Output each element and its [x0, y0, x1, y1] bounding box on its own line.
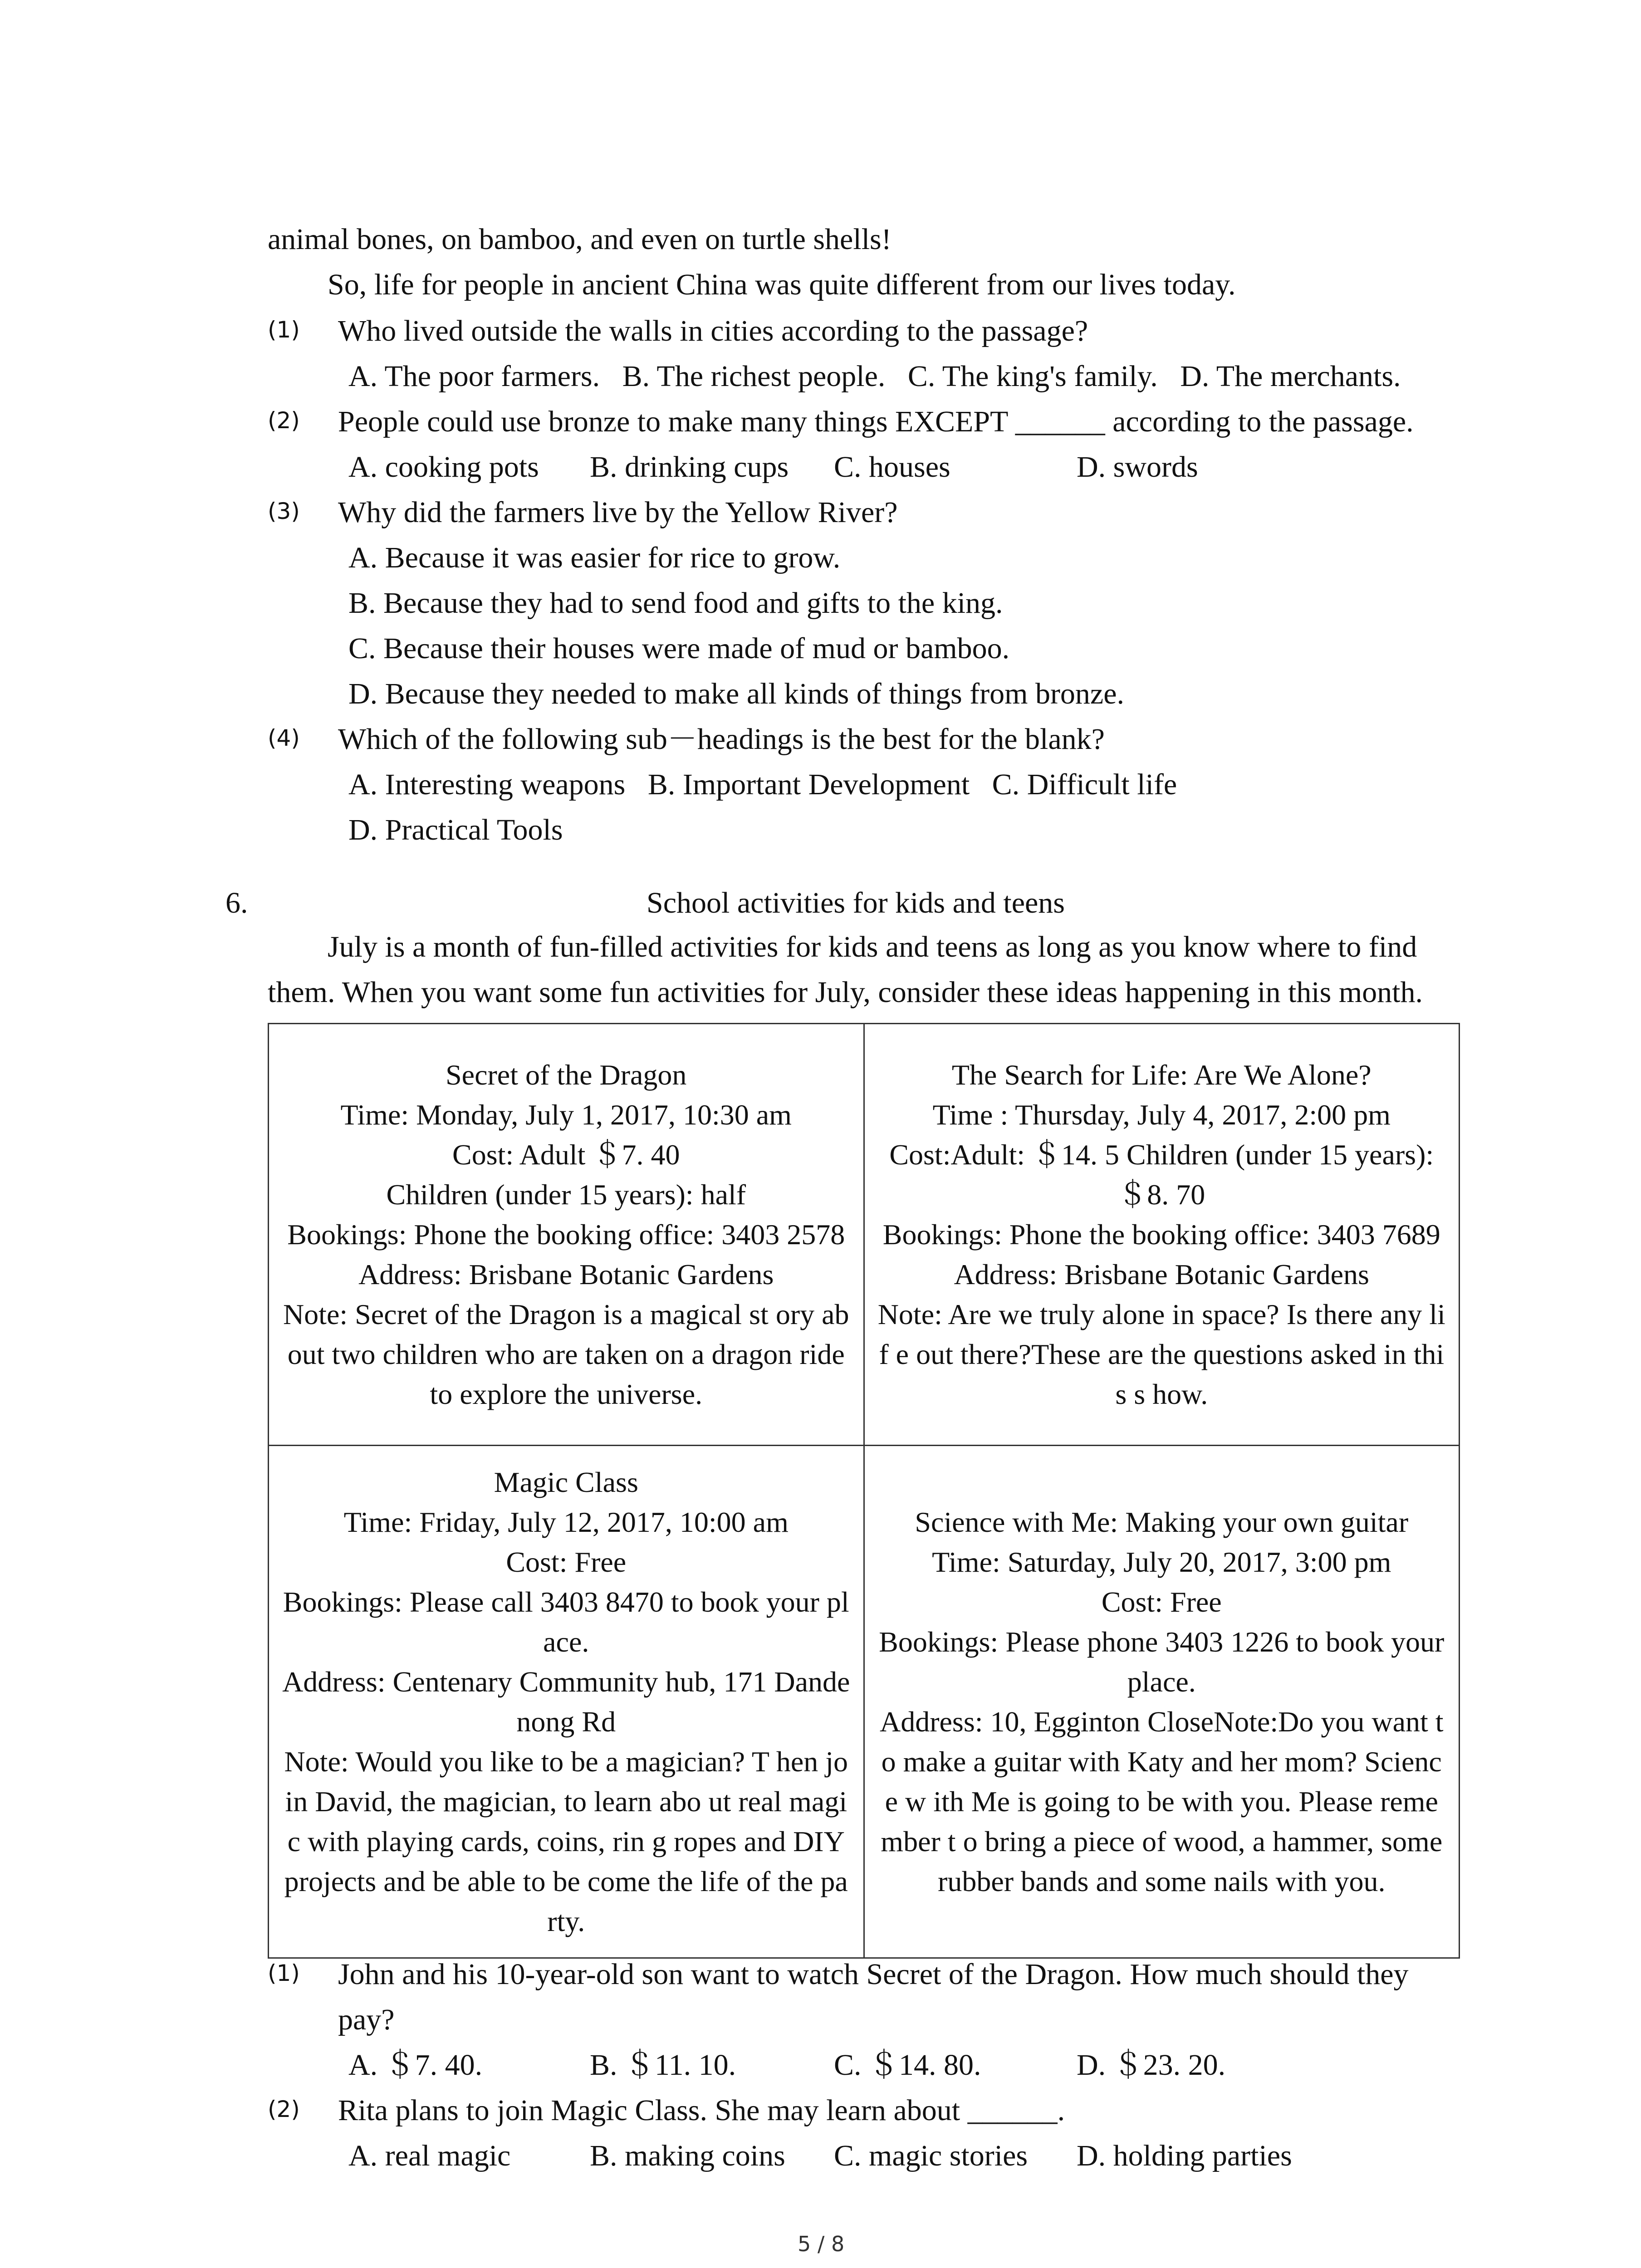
option-a: A. cooking pots [348, 450, 539, 484]
question-number: (1) [268, 317, 300, 343]
passage-line-1: animal bones, on bamboo, and even on turtle shells! [268, 223, 892, 256]
activity-cost-children: Children (under 15 years): half [386, 1178, 746, 1211]
option-c: C. ＄14. 80. [834, 2048, 981, 2082]
activity-cell-guitar [864, 1446, 1460, 1958]
activity-note: Note: Are we truly alone in space? Is there any lif e out there?These are the questions asked in this s how. [877, 1298, 1445, 1410]
activity-time: Time: Monday, July 1, 2017, 10:30 am [340, 1098, 792, 1131]
activity-cost: Cost: Adult ＄7. 40 [452, 1138, 680, 1171]
activity-cell-magic-class [269, 1446, 864, 1958]
activity-time: Time: Saturday, July 20, 2017, 3:00 pm [932, 1545, 1391, 1578]
option-c: C. houses [834, 450, 950, 484]
activity-address: Address: Brisbane Botanic Gardens [358, 1258, 774, 1290]
option-d: D. Practical Tools [348, 813, 563, 846]
question-text: Which of the following sub－headings is the best for the blank? [338, 723, 1105, 756]
question-number: (2) [268, 2096, 300, 2122]
section-number: 6. [225, 886, 248, 919]
question-number: (1) [268, 1960, 300, 1986]
activity-note: Note: Secret of the Dragon is a magical st ory about two children who are taken on a dragon ride to explore the universe. [283, 1298, 849, 1410]
option-b: B. ＄11. 10. [590, 2048, 736, 2082]
option-c: C. magic stories [834, 2139, 1028, 2172]
activity-bookings: Bookings: Please call 3403 8470 to book your place. [283, 1585, 849, 1658]
intro-line-1: July is a month of fun-filled activities for kids and teens as long as you know where to find [328, 930, 1417, 963]
page-number: 5 / 8 [798, 2232, 845, 2256]
activity-bookings: Bookings: Please phone 3403 1226 to book your place. [879, 1625, 1445, 1698]
question-options: A. Interesting weapons B. Important Development C. Difficult life [348, 768, 1177, 801]
option-b: B. drinking cups [590, 450, 789, 484]
option-d: D. swords [1077, 450, 1198, 484]
activity-cost: Cost: Free [1101, 1585, 1222, 1618]
passage-line-2: So, life for people in ancient China was quite different from our lives today. [328, 268, 1236, 301]
activity-title: Secret of the Dragon [446, 1058, 687, 1091]
question-text: Why did the farmers live by the Yellow River? [338, 496, 898, 529]
question-text-cont: pay? [338, 2003, 395, 2036]
question-text: People could use bronze to make many things EXCEPT ______ according to the passage. [338, 405, 1414, 438]
activity-bookings: Bookings: Phone the booking office: 3403 7689 [882, 1218, 1440, 1251]
option-a: A. real magic [348, 2139, 511, 2172]
question-text: Who lived outside the walls in cities according to the passage? [338, 314, 1088, 347]
option-d: D. holding parties [1077, 2139, 1292, 2172]
activity-cell-search-for-life [864, 1024, 1460, 1446]
option-b: B. making coins [590, 2139, 785, 2172]
question-number: (4) [268, 725, 300, 751]
activities-table [268, 1023, 1460, 1959]
intro-line-2: them. When you want some fun activities for July, consider these ideas happening in this month. [268, 976, 1423, 1009]
section-title: School activities for kids and teens [647, 886, 1065, 919]
question-text: Rita plans to join Magic Class. She may learn about ______. [338, 2094, 1065, 2127]
option-d: D. Because they needed to make all kinds of things from bronze. [348, 677, 1125, 710]
option-c: C. Because their houses were made of mud or bamboo. [348, 632, 1010, 665]
activity-note: Note: Would you like to be a magician? T hen join David, the magician, to learn abo ut real magic with playing cards, coins, rin g ropes and DIY projects and be able to be come the life of the party. [284, 1745, 848, 1937]
activity-cell-dragon [269, 1024, 864, 1446]
option-b: B. Because they had to send food and gifts to the king. [348, 587, 1003, 620]
activity-time: Time : Thursday, July 4, 2017, 2:00 pm [932, 1098, 1391, 1131]
option-a: A. Because it was easier for rice to grow. [348, 541, 841, 574]
option-a: A. ＄7. 40. [348, 2048, 483, 2082]
question-number: (2) [268, 407, 300, 434]
question-text: John and his 10-year-old son want to watch Secret of the Dragon. How much should they [338, 1958, 1409, 1991]
activity-title: The Search for Life: Are We Alone? [951, 1058, 1372, 1091]
activity-time: Time: Friday, July 12, 2017, 10:00 am [343, 1505, 789, 1538]
activity-cost: Cost:Adult: ＄14. 5 Children (under 15 years): ＄8. 70 [889, 1138, 1434, 1211]
question-options: A. The poor farmers. B. The richest people. C. The king's family. D. The merchants. [348, 360, 1401, 393]
activity-title: Science with Me: Making your own guitar [915, 1505, 1409, 1538]
activity-title: Magic Class [494, 1466, 638, 1498]
activity-address-and-note: Address: 10, Egginton CloseNote:Do you want to make a guitar with Katy and her mom? Science w ith Me is going to be with you. Please remember t o bring a piece of wood, a hammer, some rubber bands and some nails with you. [879, 1705, 1444, 1897]
activity-address: Address: Centenary Community hub, 171 Dandenong Rd [282, 1665, 850, 1738]
activity-cost: Cost: Free [506, 1545, 627, 1578]
question-number: (3) [268, 498, 300, 524]
option-d: D. ＄23. 20. [1077, 2048, 1226, 2082]
activity-address: Address: Brisbane Botanic Gardens [954, 1258, 1369, 1290]
activity-bookings: Bookings: Phone the booking office: 3403 2578 [287, 1218, 845, 1251]
